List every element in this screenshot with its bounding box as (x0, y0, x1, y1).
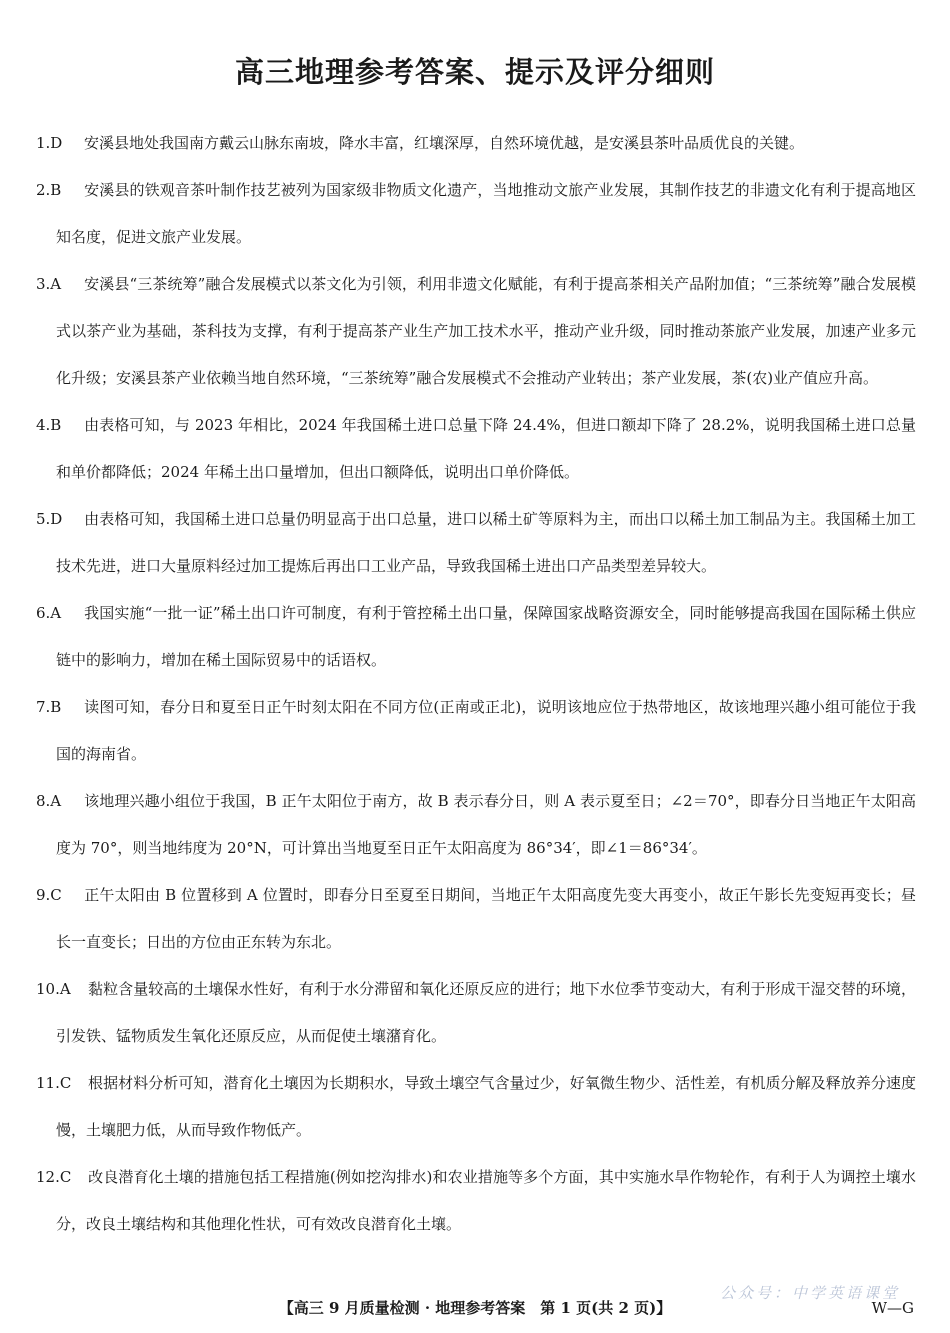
answer-number: 11.C (36, 1074, 72, 1092)
answer-text: 读图可知，春分日和夏至日正午时刻太阳在不同方位(正南或正北)，说明该地应位于热带地区，故该地理兴趣小组可能位于我国的海南省。 (56, 698, 916, 763)
footer-code: W—G (871, 1299, 914, 1317)
answer-text: 由表格可知，与 2023 年相比，2024 年我国稀土进口总量下降 24.4%，但进口额却下降了 28.2%，说明我国稀土进口总量和单价都降低；2024 年稀土出口量增加，但出口额降低，说明出口单价降低。 (56, 416, 916, 481)
answer-text: 由表格可知，我国稀土进口总量仍明显高于出口总量，进口以稀土矿等原料为主，而出口以稀土加工制品为主。我国稀土加工技术先进，进口大量原料经过加工提炼后再出口工业产品，导致我国稀土进出口产品类型差异较大。 (56, 510, 916, 575)
answer-number: 7.B (36, 698, 62, 716)
answer-number: 1.D (36, 134, 63, 152)
answer-number: 12.C (36, 1168, 72, 1186)
watermark: 公众号：中学英语课堂 (719, 1284, 900, 1302)
answer-text: 安溪县地处我国南方戴云山脉东南坡，降水丰富，红壤深厚，自然环境优越，是安溪县茶叶品质优良的关键。 (84, 134, 805, 152)
answer-item-9 (36, 872, 916, 966)
answer-item-12 (36, 1154, 916, 1248)
answer-item-1 (36, 120, 916, 167)
answer-text: 改良潜育化土壤的措施包括工程措施(例如挖沟排水)和农业措施等多个方面，其中实施水旱作物轮作，有利于人为调控土壤水分，改良土壤结构和其他理化性状，可有效改良潜育化土壤。 (56, 1168, 916, 1233)
answer-number: 5.D (36, 510, 63, 528)
answer-item-5 (36, 496, 916, 590)
answer-text: 安溪县的铁观音茶叶制作技艺被列为国家级非物质文化遗产，当地推动文旅产业发展，其制作技艺的非遗文化有利于提高地区知名度，促进文旅产业发展。 (56, 181, 916, 246)
answer-item-8 (36, 778, 916, 872)
page-footer (0, 1295, 950, 1321)
answer-number: 2.B (36, 181, 62, 199)
answer-number: 4.B (36, 416, 62, 434)
footer-page-info: 【高三 9 月质量检测 · 地理参考答案 第 1 页(共 2 页)】 (278, 1299, 672, 1317)
answer-text: 安溪县“三茶统筹”融合发展模式以茶文化为引领，利用非遗文化赋能，有利于提高茶相关产品附加值；“三茶统筹”融合发展模式以茶产业为基础，茶科技为支撑，有利于提高茶产业生产加工技术水平，推动产业升级，同时推动茶旅产业发展，加速产业多元化升级；安溪县茶产业依赖当地自然环境，“三茶统筹”融合发展模式不会推动产业转出；茶产业发展，茶(农)业产值应升高。 (56, 275, 916, 387)
answer-item-11 (36, 1060, 916, 1154)
answer-item-6 (36, 590, 916, 684)
answer-item-7 (36, 684, 916, 778)
answer-number: 9.C (36, 886, 62, 904)
answer-number: 3.A (36, 275, 62, 293)
answer-number: 6.A (36, 604, 62, 622)
answer-number: 10.A (36, 980, 71, 998)
answer-item-3 (36, 261, 916, 402)
answer-number: 8.A (36, 792, 62, 810)
answer-list (36, 120, 916, 1248)
answer-text: 我国实施“一批一证”稀土出口许可制度，有利于管控稀土出口量，保障国家战略资源安全，同时能够提高我国在国际稀土供应链中的影响力，增加在稀土国际贸易中的话语权。 (56, 604, 916, 669)
answer-text: 黏粒含量较高的土壤保水性好，有利于水分滞留和氧化还原反应的进行；地下水位季节变动大，有利于形成干湿交替的环境，引发铁、锰物质发生氧化还原反应，从而促使土壤潴育化。 (56, 980, 916, 1045)
page-title: 高三地理参考答案、提示及评分细则 (234, 55, 715, 89)
answer-item-4 (36, 402, 916, 496)
answer-text: 根据材料分析可知，潜育化土壤因为长期积水，导致土壤空气含量过少，好氧微生物少、活性差，有机质分解及释放养分速度慢，土壤肥力低，从而导致作物低产。 (56, 1074, 916, 1139)
answer-text: 正午太阳由 B 位置移到 A 位置时，即春分日至夏至日期间，当地正午太阳高度先变大再变小，故正午影长先变短再变长；昼长一直变长；日出的方位由正东转为东北。 (56, 886, 916, 951)
answer-item-10 (36, 966, 916, 1060)
answer-item-2 (36, 167, 916, 261)
answer-text: 该地理兴趣小组位于我国，B 正午太阳位于南方，故 B 表示春分日，则 A 表示夏至日；∠2＝70°，即春分日当地正午太阳高度为 70°，则当地纬度为 20°N，可计算出当地夏至日正午太阳高度为 86°34′，即∠1＝86°34′。 (56, 792, 916, 857)
